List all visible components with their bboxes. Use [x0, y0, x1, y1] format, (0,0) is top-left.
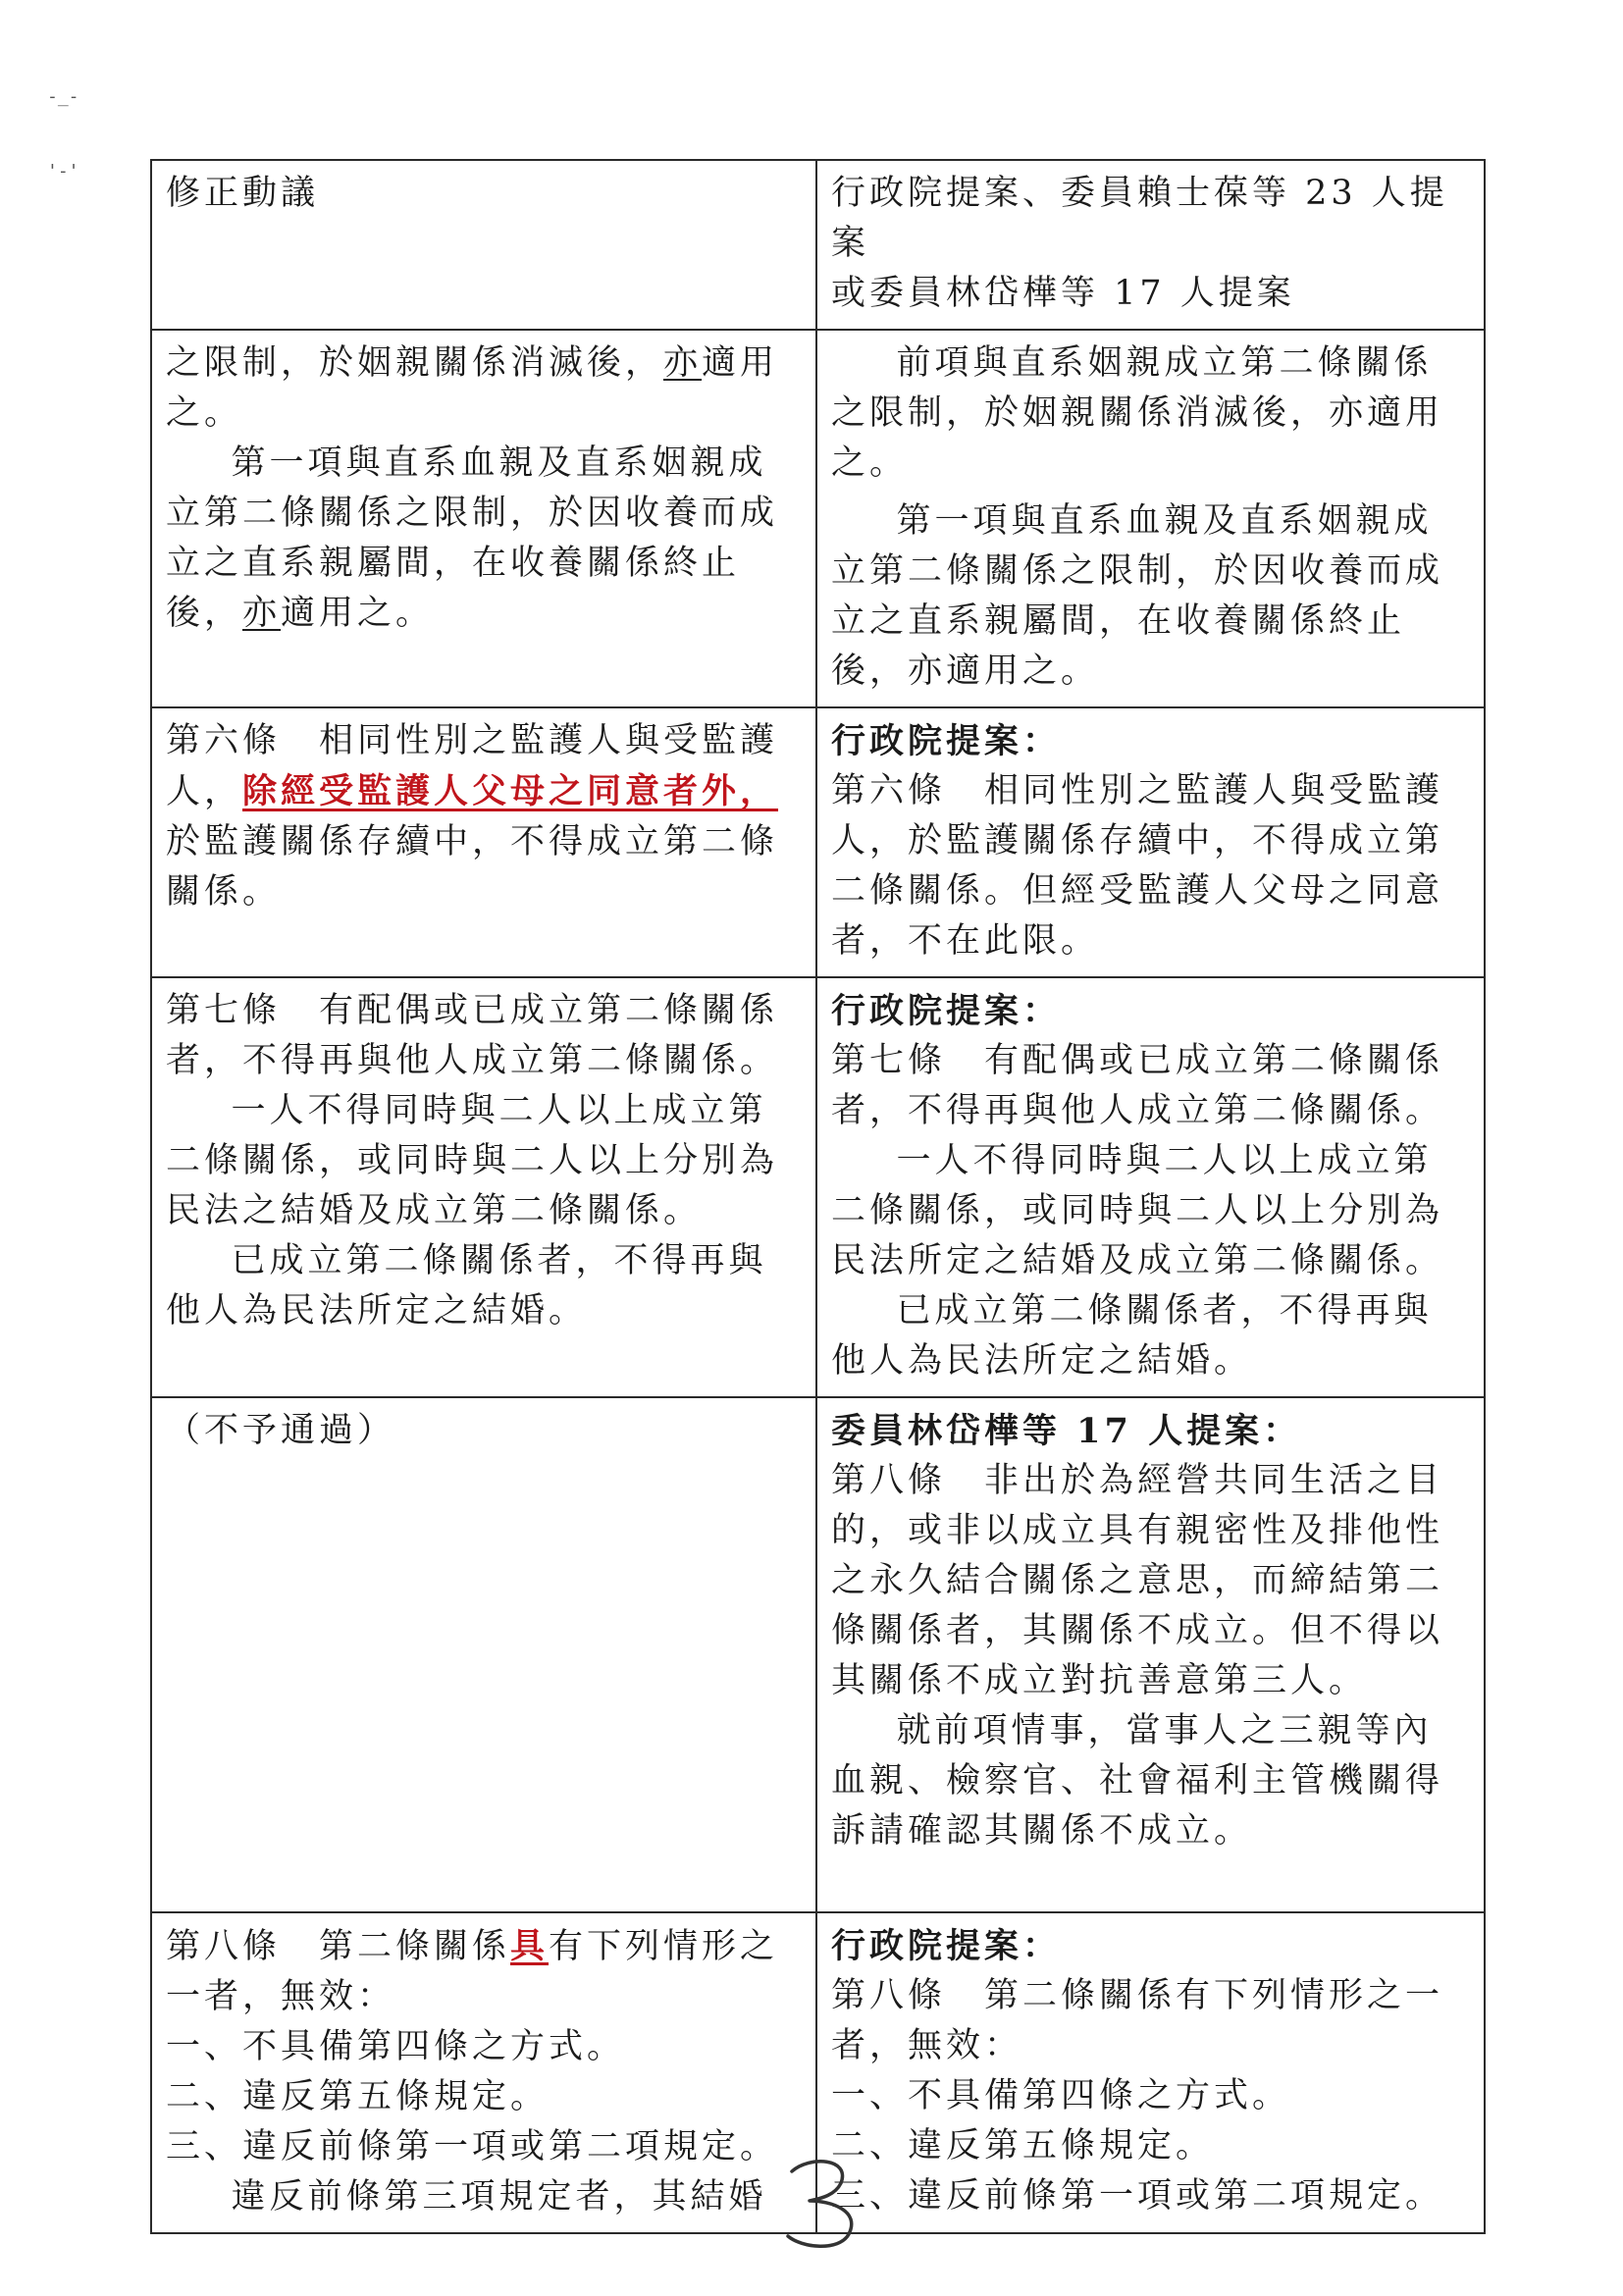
amendment-cell	[151, 1912, 816, 2233]
header-cell-proposals	[816, 160, 1485, 330]
paragraph: 第七條 有配偶或已成立第二條關係者，不得再與他人成立第二條關係。	[166, 991, 779, 1080]
amendment-cell	[151, 1397, 816, 1912]
table-header-row	[151, 160, 1485, 330]
proposal-heading: 委員林岱樺等 17 人提案：	[831, 1411, 1302, 1451]
header-amendment-label: 修正動議	[166, 174, 320, 213]
proposal-cell	[816, 1397, 1485, 1912]
proposal-cell	[816, 977, 1485, 1397]
paragraph: 第一項與直系血親及直系姻親成立第二條關係之限制，於因收養而成立之直系親屬間，在收養關係終止後，亦適用之。	[831, 501, 1444, 691]
text-run: 有下列情形之一者，無效：	[166, 1927, 779, 2016]
red-emphasis-text: 除經受監護人父母之同意者外，	[242, 771, 779, 811]
proposal-cell	[816, 330, 1485, 707]
paragraph: 已成立第二條關係者，不得再與他人為民法所定之結婚。	[166, 1241, 767, 1331]
list-item: 二、違反第五條規定。	[166, 2077, 550, 2116]
underlined-text: 亦	[242, 594, 282, 633]
paragraph	[166, 439, 802, 639]
paragraph: 一人不得同時與二人以上成立第二條關係，或同時與二人以上分別為民法之結婚及成立第二條關係。	[166, 1091, 779, 1230]
table-row	[151, 977, 1485, 1397]
paragraph	[166, 339, 802, 439]
proposal-cell	[816, 1912, 1485, 2233]
table-row	[151, 330, 1485, 707]
paragraph: 就前項情事，當事人之三親等內血親、檢察官、社會福利主管機關得訴請確認其關係不成立。	[831, 1711, 1444, 1851]
header-proposals-line1: 行政院提案、委員賴士葆等 23 人提案	[831, 174, 1448, 263]
proposal-heading: 行政院提案：	[831, 991, 1062, 1031]
paragraph: 前項與直系姻親成立第二條關係之限制，於姻親關係消滅後，亦適用之。	[831, 343, 1444, 483]
handwritten-page-number	[780, 2154, 868, 2252]
paragraph: 違反前條第三項規定者，其結婚	[231, 2177, 767, 2217]
paragraph	[166, 1921, 802, 2022]
list-item: 一、不具備第四條之方式。	[166, 2027, 626, 2066]
underlined-text: 亦	[663, 343, 703, 383]
proposal-cell	[816, 707, 1485, 977]
paragraph: 第八條 第二條關係有下列情形之一者，無效：	[831, 1976, 1444, 2065]
paragraph: 第六條 相同性別之監護人與受監護人，於監護關係存續中，不得成立第二條關係。但經受監護人父母之同意者，不在此限。	[831, 771, 1444, 961]
list-item: 三、違反前條第一項或第二項規定。	[831, 2176, 1444, 2216]
scan-artifact-mark: -_-	[47, 86, 79, 107]
comparison-table	[150, 159, 1486, 2234]
table-row	[151, 707, 1485, 977]
text-run: 於監護關係存續中，不得成立第二條關係。	[166, 822, 779, 912]
text-run: 適用之。	[166, 343, 779, 433]
text-run: 第一項與直系血親及直系姻親成立第二條關係之限制，於因收養而成立之直系親屬間，在收養關係終止後，	[166, 444, 779, 633]
list-item: 二、違反第五條規定。	[831, 2126, 1215, 2166]
header-cell-amendment	[151, 160, 816, 330]
proposal-heading: 行政院提案：	[831, 721, 1062, 761]
scan-artifact-mark: '-'	[47, 161, 79, 182]
red-emphasis-text: 具	[510, 1926, 550, 1966]
amendment-cell	[151, 977, 816, 1397]
paragraph: （不予通過）	[166, 1411, 396, 1450]
text-run: 第六條 相同性別之監護人與受監護人，	[166, 721, 779, 811]
paragraph: 一人不得同時與二人以上成立第二條關係，或同時與二人以上分別為民法所定之結婚及成立第二條關係。	[831, 1141, 1444, 1280]
header-proposals-line2: 或委員林岱樺等 17 人提案	[831, 274, 1295, 313]
proposal-heading: 行政院提案：	[831, 1926, 1062, 1966]
paragraph: 第八條 非出於為經營共同生活之目的，或非以成立具有親密性及排他性之永久結合關係之意思，而締結第二條關係者，其關係不成立。但不得以其關係不成立對抗善意第三人。	[831, 1461, 1444, 1700]
list-item: 三、違反前條第一項或第二項規定。	[166, 2127, 779, 2166]
amendment-cell	[151, 330, 816, 707]
paragraph	[166, 716, 802, 917]
paragraph: 第七條 有配偶或已成立第二條關係者，不得再與他人成立第二條關係。	[831, 1041, 1444, 1130]
list-item: 一、不具備第四條之方式。	[831, 2076, 1291, 2115]
paragraph: 已成立第二條關係者，不得再與他人為民法所定之結婚。	[831, 1291, 1433, 1381]
amendment-cell	[151, 707, 816, 977]
table-row	[151, 1397, 1485, 1912]
text-run: 適用之。	[281, 594, 435, 633]
text-run: 之限制，於姻親關係消滅後，	[166, 343, 664, 383]
text-run: 第八條 第二條關係	[166, 1927, 511, 1966]
